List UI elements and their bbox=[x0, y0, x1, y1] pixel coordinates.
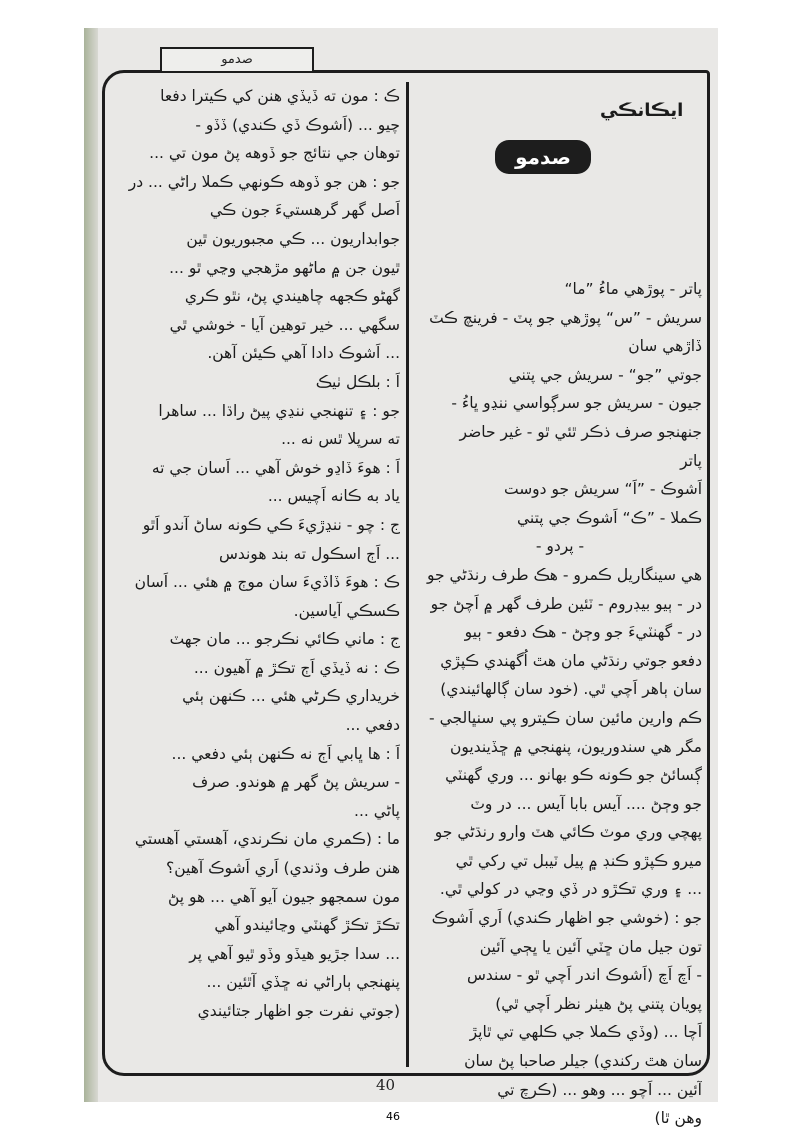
text-line: پنهنجي ٻاراڻي نه ڇڏي آٿئين ... bbox=[206, 973, 400, 992]
text-line: ج : ماني ڪائي نڪرجو ... مان جهٽ bbox=[169, 630, 400, 649]
text-line: اَچا ... (وڏي ڪملا جي ڪلهي تي ٿاپڙ bbox=[469, 1023, 702, 1042]
text-line: در - گهنٽيءَ جو وڄڻ - هڪ دفعو - ٻيو bbox=[464, 623, 702, 642]
text-line: ڪ : مون ته ڏيڏي هنن کي ڪيترا دفعا bbox=[160, 87, 400, 105]
story-title: صدمو bbox=[495, 140, 591, 174]
text-line: تون جيل مان ڇٽي آئين يا ڀڄي آئين bbox=[479, 937, 702, 956]
text-line: ڪسڪي آياسين. bbox=[293, 601, 400, 620]
text-line: سريش - ”س“ پوڙهي جو پٽ - فرينچ ڪٽ bbox=[429, 308, 702, 327]
text-line: مون سمجهو جيون آيو آهي ... هو پڻ bbox=[167, 887, 400, 906]
text-line: جوابداريون ... ڪي مجبوريون ٿين bbox=[186, 229, 400, 248]
text-line: ... اَشوڪ دادا آهي ڪيئن آهن. bbox=[207, 344, 400, 363]
text-line: جو : ۽ تنهنجي ننڍي پيڻ راڌا ... ساهرا bbox=[158, 401, 400, 420]
text-line: ته سرپلا ٿس نه ... bbox=[281, 430, 400, 449]
text-line: جو : هن جو ڏوهه ڪونهي ڪملا راڻي ... در bbox=[128, 172, 400, 191]
right-column bbox=[418, 275, 702, 1133]
text-line: ڪملا - ”ڪ“ اَشوڪ جي پتني bbox=[516, 508, 702, 527]
text-line: گهڻو ڪجهه چاهيندي پڻ، نٿو ڪري bbox=[184, 287, 400, 306]
text-line: پاتر bbox=[680, 451, 702, 470]
text-line: - سريش پڻ گهر ۾ هوندو. صرف bbox=[192, 773, 400, 792]
text-line: سگهي ... خير توهين آيا - خوشي ٿي bbox=[169, 315, 400, 334]
text-line: ما : (ڪمري مان نڪرندي، آهستي آهستي bbox=[134, 830, 400, 849]
text-line: در - ٻيو بيڊروم - ٽئين طرف گهر ۾ اَچڻ جو bbox=[430, 594, 702, 613]
text-line: ميرو ڪپڙو ڪنڊ ۾ پيل ٽيبل تي رکي ٿي bbox=[455, 851, 702, 870]
text-line: اَ : ها ڀابي اَڄ نه ڪنهن ٻئي دفعي ... bbox=[171, 744, 400, 763]
text-line: جوتي ”جو“ - سريش جي پتني bbox=[508, 365, 702, 384]
text-line: پاڻي ... bbox=[354, 801, 400, 820]
text-line: جو وڄڻ .... آيس بابا آيس ... در وٽ bbox=[470, 794, 702, 813]
text-line: سان ٻاهر اَچي ٿي. (خود سان ڳالهائيندي) bbox=[440, 680, 702, 699]
text-line: ... سدا جڙيو هيڏو وڏو ٿيو آهي پر bbox=[189, 944, 400, 963]
text-line: آئين ... اَچو ... وهو ... (ڪرچ تي bbox=[497, 1080, 702, 1099]
running-head: صدمو bbox=[160, 47, 314, 73]
section-label: ايڪانڪي bbox=[600, 100, 684, 121]
left-column bbox=[108, 82, 400, 1026]
text-line: پاتر - پوڙهي ماءُ ”ما“ bbox=[564, 280, 702, 298]
text-line: هنن طرف وڌندي) اَري اَشوڪ آهين؟ bbox=[166, 859, 400, 878]
text-line: خريداري ڪرڻي هئي ... ڪنهن ٻئي bbox=[182, 687, 400, 706]
text-line: دفعو جوتي رنڌڻي مان هٿ اُگهندي ڪپڙي bbox=[440, 651, 702, 670]
text-line: جنهنجو صرف ذڪر ٿئي ٿو - غير حاضر bbox=[459, 422, 702, 441]
text-line: اَ : بلڪل ٺيڪ bbox=[315, 372, 400, 391]
text-line: مگر هي سندوريون، پنهنجي ۾ ڇڏينديون bbox=[450, 737, 702, 756]
text-line: (جوتي نفرت جو اظهار جتائيندي bbox=[197, 1002, 400, 1020]
scan-page-number: 46 bbox=[386, 1110, 400, 1123]
text-line: - پردو - bbox=[535, 537, 585, 556]
text-line: ڳسائڻ جو ڪونه ڪو بهانو ... وري گهنٽي bbox=[445, 766, 702, 785]
page-number: 40 bbox=[376, 1076, 396, 1094]
text-line: چيو ... (اَشوڪ ڏي ڪندي) ڏڏو - bbox=[195, 115, 400, 134]
text-line: ڪ : نه ڏيڏي اَڄ تڪڙ ۾ آهيون ... bbox=[193, 658, 400, 677]
text-line: وهن ٿا) bbox=[654, 1109, 702, 1128]
text-line: ياد به ڪانه اَچيس ... bbox=[267, 487, 400, 506]
text-line: ج : چو - ننڍڙيءَ ڪي ڪونه ساڻ آندو اَٿو bbox=[142, 515, 400, 534]
text-line: - اَچ اَچ (اَشوڪ اندر اَچي ٿو - سندس bbox=[467, 966, 702, 985]
text-line: هي سينگاريل ڪمرو - هڪ طرف رنڌڻي جو bbox=[426, 565, 702, 584]
text-line: جو : (خوشي جو اظهار ڪندي) اَري اَشوڪ bbox=[431, 909, 702, 928]
text-line: ڏاڙهي سان bbox=[628, 337, 702, 356]
text-line: پهچي وري موٽ ڪائي هٽ وارو رنڌڻي جو bbox=[434, 823, 702, 842]
text-line: اَصل گهر گرهستيءَ جون ڪي bbox=[209, 201, 400, 220]
text-line: جيون - سريش جو سرڳواسي ننڍو ڀاءُ - bbox=[451, 394, 702, 413]
text-line: اَشوڪ - ”اَ“ سريش جو دوست bbox=[503, 480, 702, 499]
text-line: ... اَڄ اسڪول ته بند هوندس bbox=[218, 544, 400, 563]
text-line: تڪڙ تڪڙ گهنٽي وڃائيندو آهي bbox=[214, 916, 400, 935]
text-line: پويان پتني پڻ هيٺر نظر اَچي ٿي) bbox=[495, 994, 702, 1013]
text-line: ٿيون جن ۾ ماڻهو مڙهجي وڃي ٿو ... bbox=[169, 258, 400, 277]
page-edge bbox=[84, 28, 98, 1102]
text-line: ... ۽ وري تڪڙو در ڏي وڃي در کولي ٿي. bbox=[439, 880, 702, 899]
text-line: سان هٿ رکندي) جيلر صاحبا پڻ سان bbox=[464, 1052, 702, 1071]
text-line: اَ : هوءَ ڏاڍو خوش آهي ... اَسان جي ته bbox=[151, 458, 400, 477]
text-line: دفعي ... bbox=[345, 716, 400, 735]
text-line: ڪم وارين مائين سان ڪيترو پي سنڀالجي - bbox=[429, 708, 702, 727]
text-line: توهان جي نتائج جو ڏوهه پڻ مون تي ... bbox=[149, 144, 400, 163]
text-line: ڪ : هوءَ ڏاڏيءَ سان موڄ ۾ هئي ... اَسان bbox=[134, 573, 400, 592]
column-divider bbox=[406, 82, 409, 1067]
